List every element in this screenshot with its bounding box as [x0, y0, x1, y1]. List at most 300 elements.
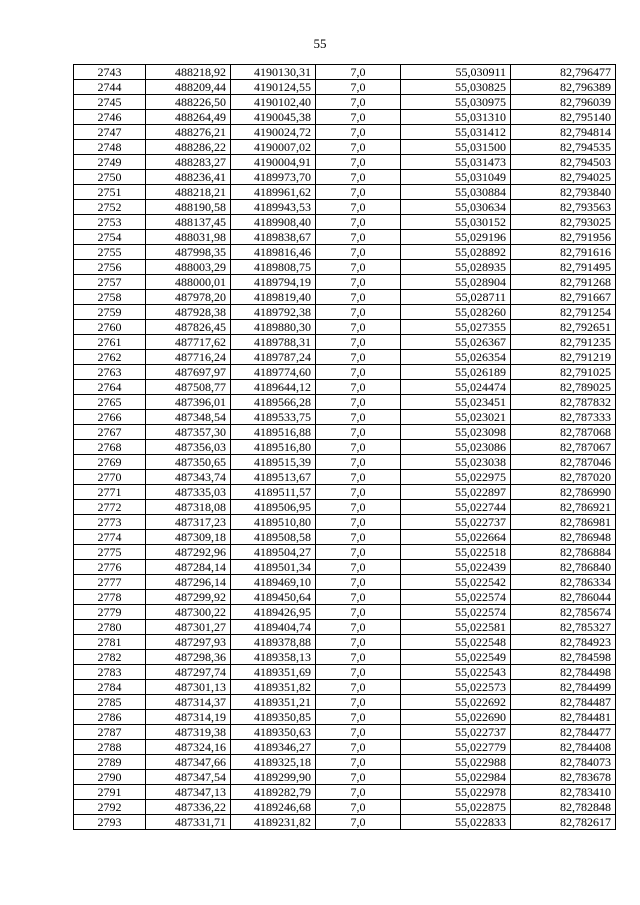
x-coordinate-cell: 487697,97 [146, 365, 231, 380]
point-id-cell: 2777 [74, 575, 146, 590]
height-cell: 7,0 [316, 170, 401, 185]
y-coordinate-cell: 4189426,95 [231, 605, 316, 620]
x-coordinate-cell: 487324,16 [146, 740, 231, 755]
point-id-cell: 2785 [74, 695, 146, 710]
longitude-cell: 82,784481 [511, 710, 616, 725]
y-coordinate-cell: 4189566,28 [231, 395, 316, 410]
table-row [74, 500, 616, 515]
x-coordinate-cell: 487319,38 [146, 725, 231, 740]
longitude-cell: 82,784487 [511, 695, 616, 710]
point-id-cell: 2744 [74, 80, 146, 95]
table-row [74, 515, 616, 530]
table-row [74, 485, 616, 500]
height-cell: 7,0 [316, 515, 401, 530]
point-id-cell: 2779 [74, 605, 146, 620]
point-id-cell: 2746 [74, 110, 146, 125]
y-coordinate-cell: 4189378,88 [231, 635, 316, 650]
table-row [74, 365, 616, 380]
longitude-cell: 82,782617 [511, 815, 616, 830]
longitude-cell: 82,786884 [511, 545, 616, 560]
longitude-cell: 82,784923 [511, 635, 616, 650]
longitude-cell: 82,786948 [511, 530, 616, 545]
longitude-cell: 82,785327 [511, 620, 616, 635]
point-id-cell: 2787 [74, 725, 146, 740]
height-cell: 7,0 [316, 800, 401, 815]
longitude-cell: 82,796477 [511, 65, 616, 80]
y-coordinate-cell: 4189504,27 [231, 545, 316, 560]
x-coordinate-cell: 488276,21 [146, 125, 231, 140]
x-coordinate-cell: 488031,98 [146, 230, 231, 245]
latitude-cell: 55,024474 [401, 380, 511, 395]
longitude-cell: 82,786921 [511, 500, 616, 515]
height-cell: 7,0 [316, 95, 401, 110]
longitude-cell: 82,793840 [511, 185, 616, 200]
height-cell: 7,0 [316, 410, 401, 425]
longitude-cell: 82,789025 [511, 380, 616, 395]
latitude-cell: 55,030911 [401, 65, 511, 80]
table-row [74, 815, 616, 830]
height-cell: 7,0 [316, 650, 401, 665]
point-id-cell: 2747 [74, 125, 146, 140]
x-coordinate-cell: 487297,74 [146, 665, 231, 680]
longitude-cell: 82,784498 [511, 665, 616, 680]
y-coordinate-cell: 4189943,53 [231, 200, 316, 215]
point-id-cell: 2780 [74, 620, 146, 635]
table-row [74, 380, 616, 395]
latitude-cell: 55,027355 [401, 320, 511, 335]
latitude-cell: 55,031049 [401, 170, 511, 185]
y-coordinate-cell: 4189788,31 [231, 335, 316, 350]
table-row [74, 635, 616, 650]
height-cell: 7,0 [316, 605, 401, 620]
y-coordinate-cell: 4190007,02 [231, 140, 316, 155]
table-row [74, 785, 616, 800]
height-cell: 7,0 [316, 395, 401, 410]
latitude-cell: 55,022549 [401, 650, 511, 665]
x-coordinate-cell: 488283,27 [146, 155, 231, 170]
height-cell: 7,0 [316, 815, 401, 830]
latitude-cell: 55,022542 [401, 575, 511, 590]
table-row [74, 335, 616, 350]
y-coordinate-cell: 4189792,38 [231, 305, 316, 320]
table-row [74, 590, 616, 605]
latitude-cell: 55,030825 [401, 80, 511, 95]
point-id-cell: 2775 [74, 545, 146, 560]
point-id-cell: 2749 [74, 155, 146, 170]
table-row [74, 800, 616, 815]
latitude-cell: 55,022574 [401, 605, 511, 620]
latitude-cell: 55,028904 [401, 275, 511, 290]
x-coordinate-cell: 487336,22 [146, 800, 231, 815]
table-row [74, 95, 616, 110]
y-coordinate-cell: 4189299,90 [231, 770, 316, 785]
height-cell: 7,0 [316, 560, 401, 575]
latitude-cell: 55,031473 [401, 155, 511, 170]
x-coordinate-cell: 487348,54 [146, 410, 231, 425]
table-row [74, 125, 616, 140]
x-coordinate-cell: 487928,38 [146, 305, 231, 320]
longitude-cell: 82,791268 [511, 275, 616, 290]
height-cell: 7,0 [316, 335, 401, 350]
latitude-cell: 55,022975 [401, 470, 511, 485]
latitude-cell: 55,022439 [401, 560, 511, 575]
latitude-cell: 55,029196 [401, 230, 511, 245]
x-coordinate-cell: 488190,58 [146, 200, 231, 215]
latitude-cell: 55,026189 [401, 365, 511, 380]
y-coordinate-cell: 4189516,88 [231, 425, 316, 440]
point-id-cell: 2781 [74, 635, 146, 650]
latitude-cell: 55,022518 [401, 545, 511, 560]
point-id-cell: 2765 [74, 395, 146, 410]
point-id-cell: 2772 [74, 500, 146, 515]
table-row [74, 350, 616, 365]
point-id-cell: 2767 [74, 425, 146, 440]
table-row [74, 695, 616, 710]
y-coordinate-cell: 4189346,27 [231, 740, 316, 755]
point-id-cell: 2790 [74, 770, 146, 785]
longitude-cell: 82,787333 [511, 410, 616, 425]
latitude-cell: 55,023021 [401, 410, 511, 425]
x-coordinate-cell: 488209,44 [146, 80, 231, 95]
table-row [74, 260, 616, 275]
point-id-cell: 2776 [74, 560, 146, 575]
x-coordinate-cell: 487292,96 [146, 545, 231, 560]
y-coordinate-cell: 4189351,82 [231, 680, 316, 695]
latitude-cell: 55,022875 [401, 800, 511, 815]
x-coordinate-cell: 487335,03 [146, 485, 231, 500]
height-cell: 7,0 [316, 455, 401, 470]
y-coordinate-cell: 4189450,64 [231, 590, 316, 605]
height-cell: 7,0 [316, 260, 401, 275]
table-row [74, 455, 616, 470]
x-coordinate-cell: 487296,14 [146, 575, 231, 590]
y-coordinate-cell: 4189794,19 [231, 275, 316, 290]
x-coordinate-cell: 488218,92 [146, 65, 231, 80]
latitude-cell: 55,030634 [401, 200, 511, 215]
height-cell: 7,0 [316, 245, 401, 260]
y-coordinate-cell: 4189515,39 [231, 455, 316, 470]
point-id-cell: 2750 [74, 170, 146, 185]
point-id-cell: 2778 [74, 590, 146, 605]
x-coordinate-cell: 487356,03 [146, 440, 231, 455]
height-cell: 7,0 [316, 545, 401, 560]
longitude-cell: 82,784477 [511, 725, 616, 740]
table-row [74, 245, 616, 260]
table-row [74, 755, 616, 770]
point-id-cell: 2792 [74, 800, 146, 815]
longitude-cell: 82,791616 [511, 245, 616, 260]
point-id-cell: 2760 [74, 320, 146, 335]
point-id-cell: 2759 [74, 305, 146, 320]
x-coordinate-cell: 487298,36 [146, 650, 231, 665]
y-coordinate-cell: 4189880,30 [231, 320, 316, 335]
latitude-cell: 55,022984 [401, 770, 511, 785]
x-coordinate-cell: 487301,13 [146, 680, 231, 695]
latitude-cell: 55,028711 [401, 290, 511, 305]
height-cell: 7,0 [316, 230, 401, 245]
longitude-cell: 82,783410 [511, 785, 616, 800]
latitude-cell: 55,022737 [401, 725, 511, 740]
x-coordinate-cell: 487347,54 [146, 770, 231, 785]
height-cell: 7,0 [316, 185, 401, 200]
point-id-cell: 2784 [74, 680, 146, 695]
longitude-cell: 82,787068 [511, 425, 616, 440]
longitude-cell: 82,793563 [511, 200, 616, 215]
table-row [74, 560, 616, 575]
x-coordinate-cell: 487299,92 [146, 590, 231, 605]
height-cell: 7,0 [316, 530, 401, 545]
x-coordinate-cell: 488218,21 [146, 185, 231, 200]
point-id-cell: 2761 [74, 335, 146, 350]
point-id-cell: 2769 [74, 455, 146, 470]
height-cell: 7,0 [316, 710, 401, 725]
y-coordinate-cell: 4189973,70 [231, 170, 316, 185]
longitude-cell: 82,793025 [511, 215, 616, 230]
height-cell: 7,0 [316, 215, 401, 230]
table-row [74, 290, 616, 305]
point-id-cell: 2755 [74, 245, 146, 260]
longitude-cell: 82,786990 [511, 485, 616, 500]
longitude-cell: 82,794025 [511, 170, 616, 185]
height-cell: 7,0 [316, 770, 401, 785]
y-coordinate-cell: 4189351,69 [231, 665, 316, 680]
point-id-cell: 2758 [74, 290, 146, 305]
y-coordinate-cell: 4189838,67 [231, 230, 316, 245]
longitude-cell: 82,794503 [511, 155, 616, 170]
longitude-cell: 82,786981 [511, 515, 616, 530]
latitude-cell: 55,022744 [401, 500, 511, 515]
table-row [74, 725, 616, 740]
latitude-cell: 55,023451 [401, 395, 511, 410]
x-coordinate-cell: 487347,66 [146, 755, 231, 770]
height-cell: 7,0 [316, 620, 401, 635]
height-cell: 7,0 [316, 200, 401, 215]
y-coordinate-cell: 4189358,13 [231, 650, 316, 665]
x-coordinate-cell: 488264,49 [146, 110, 231, 125]
height-cell: 7,0 [316, 110, 401, 125]
y-coordinate-cell: 4189908,40 [231, 215, 316, 230]
latitude-cell: 55,031500 [401, 140, 511, 155]
table-row [74, 185, 616, 200]
height-cell: 7,0 [316, 500, 401, 515]
x-coordinate-cell: 487717,62 [146, 335, 231, 350]
table-row [74, 305, 616, 320]
longitude-cell: 82,791219 [511, 350, 616, 365]
point-id-cell: 2789 [74, 755, 146, 770]
height-cell: 7,0 [316, 665, 401, 680]
longitude-cell: 82,792651 [511, 320, 616, 335]
y-coordinate-cell: 4189351,21 [231, 695, 316, 710]
longitude-cell: 82,791495 [511, 260, 616, 275]
latitude-cell: 55,030975 [401, 95, 511, 110]
table-row [74, 530, 616, 545]
latitude-cell: 55,031310 [401, 110, 511, 125]
x-coordinate-cell: 487978,20 [146, 290, 231, 305]
height-cell: 7,0 [316, 470, 401, 485]
y-coordinate-cell: 4189246,68 [231, 800, 316, 815]
x-coordinate-cell: 487300,22 [146, 605, 231, 620]
longitude-cell: 82,787020 [511, 470, 616, 485]
table-row [74, 575, 616, 590]
x-coordinate-cell: 488000,01 [146, 275, 231, 290]
table-row [74, 80, 616, 95]
latitude-cell: 55,028935 [401, 260, 511, 275]
y-coordinate-cell: 4189511,57 [231, 485, 316, 500]
point-id-cell: 2756 [74, 260, 146, 275]
table-row [74, 110, 616, 125]
table-row [74, 230, 616, 245]
x-coordinate-cell: 487998,35 [146, 245, 231, 260]
table-row [74, 680, 616, 695]
point-id-cell: 2773 [74, 515, 146, 530]
y-coordinate-cell: 4189816,46 [231, 245, 316, 260]
y-coordinate-cell: 4189787,24 [231, 350, 316, 365]
longitude-cell: 82,787067 [511, 440, 616, 455]
latitude-cell: 55,030884 [401, 185, 511, 200]
longitude-cell: 82,791025 [511, 365, 616, 380]
table-row [74, 65, 616, 80]
height-cell: 7,0 [316, 425, 401, 440]
point-id-cell: 2771 [74, 485, 146, 500]
table-row [74, 470, 616, 485]
x-coordinate-cell: 487301,27 [146, 620, 231, 635]
point-id-cell: 2754 [74, 230, 146, 245]
y-coordinate-cell: 4189516,80 [231, 440, 316, 455]
point-id-cell: 2751 [74, 185, 146, 200]
longitude-cell: 82,794814 [511, 125, 616, 140]
longitude-cell: 82,783678 [511, 770, 616, 785]
x-coordinate-cell: 487318,08 [146, 500, 231, 515]
latitude-cell: 55,022779 [401, 740, 511, 755]
y-coordinate-cell: 4189350,63 [231, 725, 316, 740]
point-id-cell: 2762 [74, 350, 146, 365]
longitude-cell: 82,795140 [511, 110, 616, 125]
y-coordinate-cell: 4190102,40 [231, 95, 316, 110]
y-coordinate-cell: 4189501,34 [231, 560, 316, 575]
point-id-cell: 2757 [74, 275, 146, 290]
longitude-cell: 82,787832 [511, 395, 616, 410]
height-cell: 7,0 [316, 755, 401, 770]
y-coordinate-cell: 4189350,85 [231, 710, 316, 725]
y-coordinate-cell: 4189325,18 [231, 755, 316, 770]
table-row [74, 215, 616, 230]
longitude-cell: 82,791956 [511, 230, 616, 245]
y-coordinate-cell: 4190130,31 [231, 65, 316, 80]
table-row [74, 740, 616, 755]
height-cell: 7,0 [316, 785, 401, 800]
y-coordinate-cell: 4189231,82 [231, 815, 316, 830]
table-row [74, 620, 616, 635]
coordinates-table-body [74, 65, 616, 830]
height-cell: 7,0 [316, 740, 401, 755]
point-id-cell: 2766 [74, 410, 146, 425]
longitude-cell: 82,784408 [511, 740, 616, 755]
x-coordinate-cell: 487331,71 [146, 815, 231, 830]
y-coordinate-cell: 4189506,95 [231, 500, 316, 515]
table-row [74, 440, 616, 455]
height-cell: 7,0 [316, 140, 401, 155]
longitude-cell: 82,791235 [511, 335, 616, 350]
longitude-cell: 82,785674 [511, 605, 616, 620]
point-id-cell: 2764 [74, 380, 146, 395]
x-coordinate-cell: 487357,30 [146, 425, 231, 440]
latitude-cell: 55,023098 [401, 425, 511, 440]
longitude-cell: 82,787046 [511, 455, 616, 470]
table-row [74, 170, 616, 185]
point-id-cell: 2768 [74, 440, 146, 455]
x-coordinate-cell: 488286,22 [146, 140, 231, 155]
height-cell: 7,0 [316, 320, 401, 335]
height-cell: 7,0 [316, 380, 401, 395]
latitude-cell: 55,022543 [401, 665, 511, 680]
latitude-cell: 55,031412 [401, 125, 511, 140]
y-coordinate-cell: 4189808,75 [231, 260, 316, 275]
x-coordinate-cell: 487343,74 [146, 470, 231, 485]
latitude-cell: 55,022692 [401, 695, 511, 710]
longitude-cell: 82,796039 [511, 95, 616, 110]
longitude-cell: 82,784073 [511, 755, 616, 770]
latitude-cell: 55,026354 [401, 350, 511, 365]
x-coordinate-cell: 487309,18 [146, 530, 231, 545]
y-coordinate-cell: 4190045,38 [231, 110, 316, 125]
height-cell: 7,0 [316, 635, 401, 650]
table-row [74, 650, 616, 665]
point-id-cell: 2745 [74, 95, 146, 110]
height-cell: 7,0 [316, 305, 401, 320]
table-row [74, 140, 616, 155]
height-cell: 7,0 [316, 65, 401, 80]
table-row [74, 200, 616, 215]
point-id-cell: 2774 [74, 530, 146, 545]
height-cell: 7,0 [316, 290, 401, 305]
latitude-cell: 55,028892 [401, 245, 511, 260]
y-coordinate-cell: 4189508,58 [231, 530, 316, 545]
y-coordinate-cell: 4190004,91 [231, 155, 316, 170]
x-coordinate-cell: 487297,93 [146, 635, 231, 650]
x-coordinate-cell: 488236,41 [146, 170, 231, 185]
x-coordinate-cell: 487716,24 [146, 350, 231, 365]
x-coordinate-cell: 488003,29 [146, 260, 231, 275]
point-id-cell: 2743 [74, 65, 146, 80]
y-coordinate-cell: 4189282,79 [231, 785, 316, 800]
longitude-cell: 82,784598 [511, 650, 616, 665]
point-id-cell: 2763 [74, 365, 146, 380]
height-cell: 7,0 [316, 155, 401, 170]
x-coordinate-cell: 487826,45 [146, 320, 231, 335]
longitude-cell: 82,791667 [511, 290, 616, 305]
latitude-cell: 55,026367 [401, 335, 511, 350]
y-coordinate-cell: 4190024,72 [231, 125, 316, 140]
x-coordinate-cell: 487314,19 [146, 710, 231, 725]
point-id-cell: 2791 [74, 785, 146, 800]
latitude-cell: 55,022573 [401, 680, 511, 695]
height-cell: 7,0 [316, 680, 401, 695]
x-coordinate-cell: 487508,77 [146, 380, 231, 395]
latitude-cell: 55,022574 [401, 590, 511, 605]
height-cell: 7,0 [316, 350, 401, 365]
x-coordinate-cell: 487350,65 [146, 455, 231, 470]
point-id-cell: 2788 [74, 740, 146, 755]
point-id-cell: 2752 [74, 200, 146, 215]
height-cell: 7,0 [316, 365, 401, 380]
point-id-cell: 2786 [74, 710, 146, 725]
y-coordinate-cell: 4189469,10 [231, 575, 316, 590]
y-coordinate-cell: 4189513,67 [231, 470, 316, 485]
y-coordinate-cell: 4189533,75 [231, 410, 316, 425]
x-coordinate-cell: 487347,13 [146, 785, 231, 800]
table-row [74, 155, 616, 170]
x-coordinate-cell: 487396,01 [146, 395, 231, 410]
